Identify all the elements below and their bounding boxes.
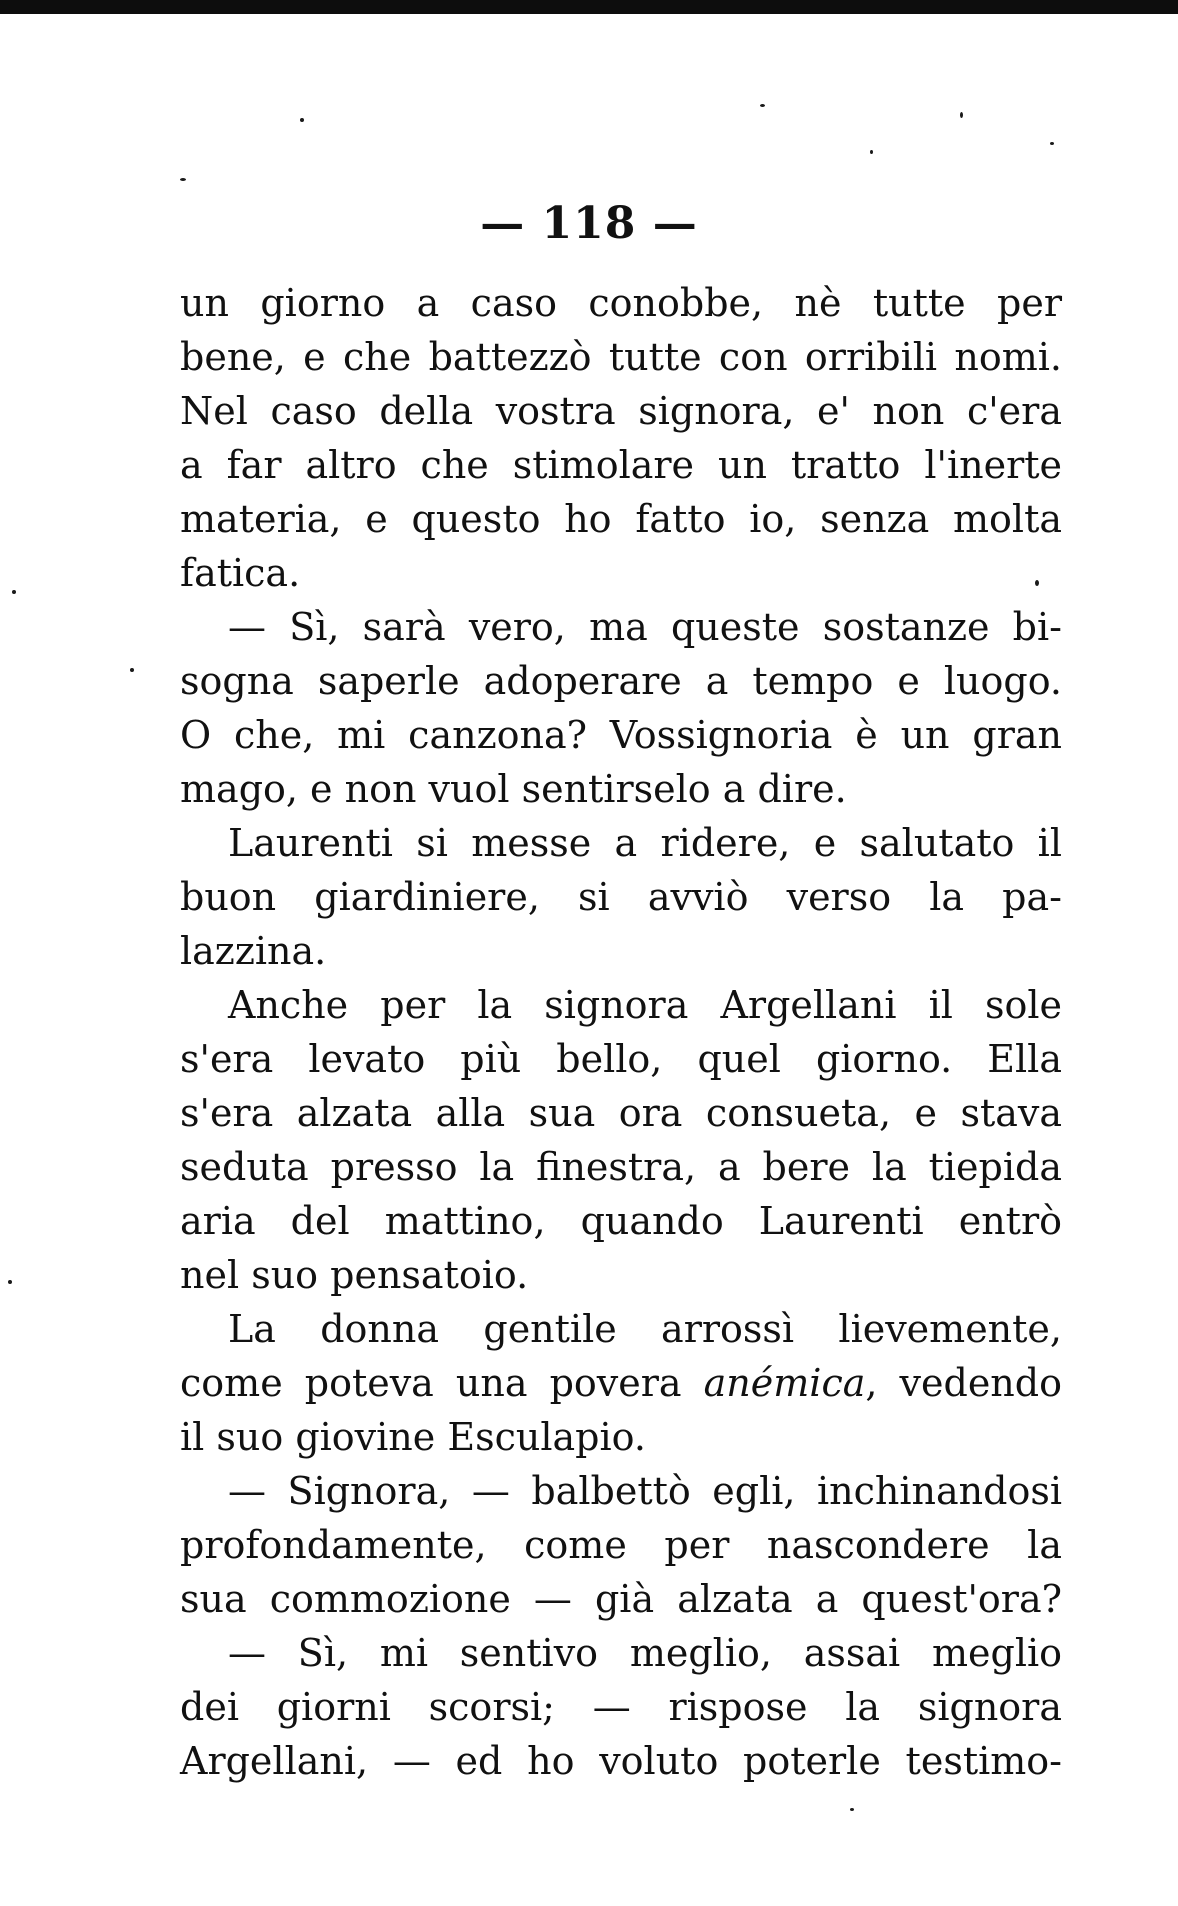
text-line <box>180 1356 1062 1410</box>
text-line-segment: come poteva una povera <box>180 1361 704 1405</box>
print-speck <box>8 1280 12 1284</box>
text-line: dei giorni scorsi; — rispose la signora <box>180 1685 1062 1729</box>
print-speck <box>130 668 134 672</box>
text-line: Nel caso della vostra signora, e' non c'era <box>180 389 1062 433</box>
text-line: sua commozione — già alzata a quest'ora? <box>180 1577 1062 1621</box>
text-line: Laurenti si messe a ridere, e salutato il <box>228 821 1062 865</box>
top-border-rule <box>0 0 1178 14</box>
text-line: — Sì, sarà vero, ma queste sostanze bi- <box>228 605 1062 649</box>
text-line: mago, e non vuol sentirselo a dire. <box>180 767 847 811</box>
text-line: un giorno a caso conobbe, nè tutte per <box>180 281 1062 325</box>
text-line: aria del mattino, quando Laurenti entrò <box>180 1199 1062 1243</box>
text-line: nel suo pensatoio. <box>180 1253 529 1297</box>
text-line: s'era alzata alla sua ora consueta, e stava <box>180 1091 1062 1135</box>
text-line: bene, e che battezzò tutte con orribili nomi. <box>180 335 1062 379</box>
text-line: O che, mi canzona? Vossignoria è un gran <box>180 713 1062 757</box>
text-line: a far altro che stimolare un tratto l'inerte <box>180 443 1062 487</box>
text-line: Anche per la signora Argellani il sole <box>228 983 1062 1027</box>
italic-word: anémica <box>703 1361 866 1405</box>
text-line: seduta presso la finestra, a bere la tiepida <box>180 1145 1062 1189</box>
text-line-segment: , vedendo <box>865 1361 1062 1405</box>
print-speck <box>1050 142 1054 145</box>
text-line: fatica. <box>180 551 301 595</box>
print-speck <box>760 104 765 107</box>
text-line: lazzina. <box>180 929 327 973</box>
text-line: — Signora, — balbettò egli, inchinandosi <box>228 1469 1062 1513</box>
text-line: materia, e questo ho fatto io, senza molta <box>180 497 1062 541</box>
print-speck <box>12 590 16 594</box>
text-line: — Sì, mi sentivo meglio, assai meglio <box>228 1631 1062 1675</box>
print-speck <box>850 1808 854 1811</box>
print-speck <box>870 150 873 154</box>
text-line: Argellani, — ed ho voluto poterle testimo- <box>180 1739 1062 1783</box>
text-line: profondamente, come per nascondere la <box>180 1523 1062 1567</box>
print-speck <box>180 178 186 181</box>
page-body-text <box>180 276 1062 1788</box>
print-speck <box>300 118 304 122</box>
text-line: buon giardiniere, si avviò verso la pa- <box>180 875 1062 919</box>
print-speck <box>960 112 963 118</box>
page-number: — 118 — <box>480 198 698 249</box>
text-line: il suo giovine Esculapio. <box>180 1415 646 1459</box>
text-line: La donna gentile arrossì lievemente, <box>228 1307 1062 1351</box>
text-line: sogna saperle adoperare a tempo e luogo. <box>180 659 1062 703</box>
text-line: s'era levato più bello, quel giorno. Ella <box>180 1037 1062 1081</box>
